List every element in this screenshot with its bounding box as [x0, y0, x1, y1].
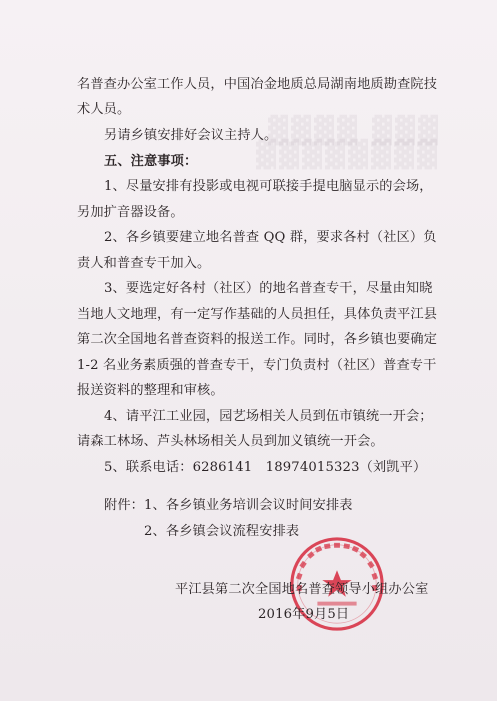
body-line: 1-2 名业务素质强的普查专干，专门负责村（社区）普查专干 — [77, 358, 437, 373]
body-line: 1、尽量安排有投影或电视可联接手提电脑显示的会场， — [104, 179, 433, 194]
body-line: 责人和普查专干加入。 — [77, 256, 211, 271]
body-line: 当地人文地理，有一定写作基础的人员担任，具体负责平江县 — [77, 307, 438, 322]
body-line: 2、各乡镇要建立地名普查 QQ 群，要求各村（社区）负 — [104, 230, 437, 245]
section-heading: 五、注意事项： — [104, 154, 198, 169]
issuer-signature: 平江县第二次全国地名普查领导小组办公室 — [175, 582, 429, 597]
body-line: 4、请平江工业园，园艺场相关人员到伍市镇统一开会； — [104, 409, 433, 424]
body-line: 名普查办公室工作人员，中国冶金地质总局湖南地质勘查院技 — [77, 77, 438, 92]
attachment-line: 附件：1、各乡镇业务培训会议时间安排表 — [104, 498, 353, 513]
contact-line: 5、联系电话：6286141 18974015323（刘凯平） — [104, 460, 427, 475]
body-line: 另加扩音器设备。 — [77, 205, 184, 220]
bleed-through-text: ▓▓▓▓▓▓▓▓ — [256, 140, 440, 170]
issue-date: 2016年9月5日 — [258, 607, 350, 622]
body-line: 请森工林场、芦头林场相关人员到加义镇统一开会。 — [77, 434, 384, 449]
body-line: 第二次全国地名普查资料的报送工作。同时，各乡镇也要确定 — [77, 332, 438, 347]
body-line: 术人员。 — [77, 102, 131, 117]
body-line: 3、要选定好各村（社区）的地名普查专干，尽量由知晓 — [104, 281, 433, 296]
body-line: 报送资料的整理和审核。 — [77, 383, 224, 398]
body-line: 另请乡镇安排好会议主持人。 — [104, 128, 278, 143]
bleed-through-text: ▓▓▓▓ ▓▓▓ — [268, 116, 442, 146]
attachment-line: 2、各乡镇会议流程安排表 — [144, 524, 300, 539]
